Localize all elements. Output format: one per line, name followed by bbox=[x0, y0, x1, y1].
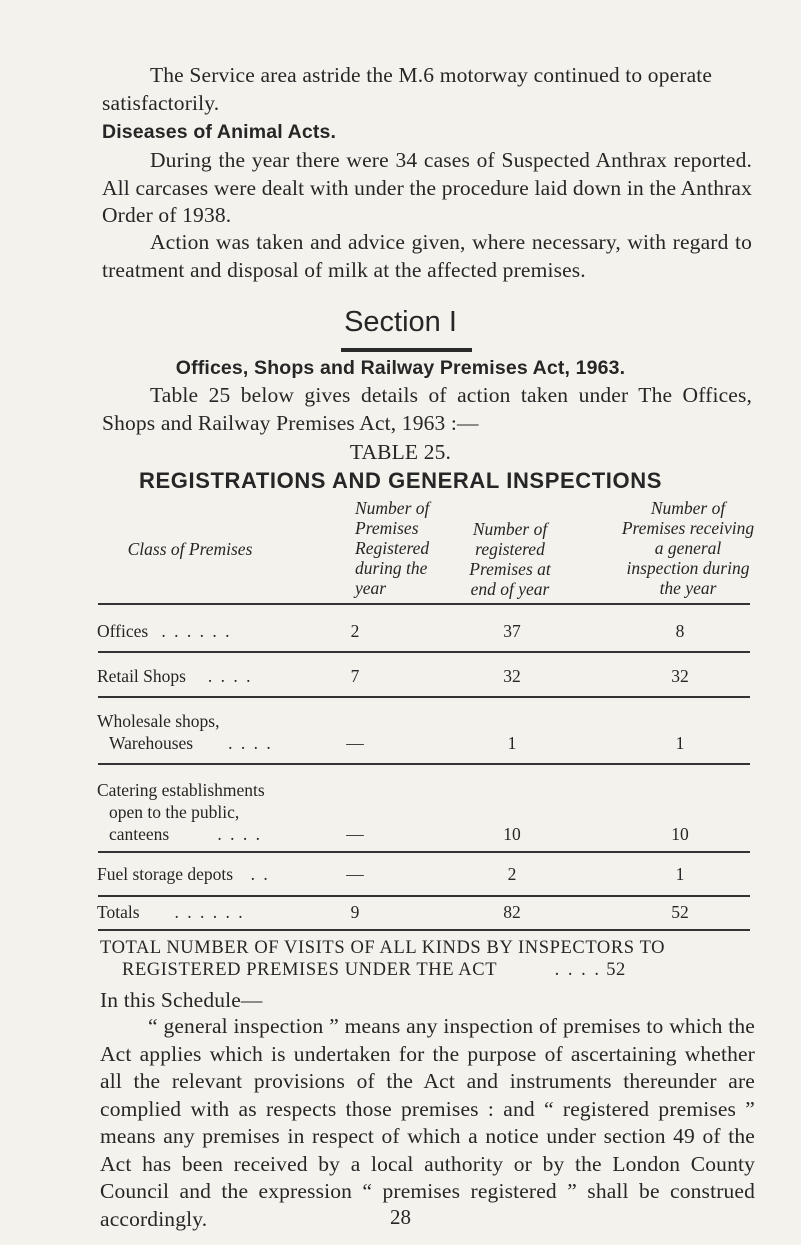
header-line: Number of bbox=[355, 498, 430, 518]
header-line: Number of bbox=[472, 519, 548, 539]
header-line: a general bbox=[654, 538, 722, 558]
table-rule bbox=[98, 763, 750, 765]
table-rule bbox=[98, 895, 750, 897]
table-rule bbox=[98, 929, 750, 931]
diseases-heading: Diseases of Animal Acts. bbox=[102, 121, 337, 143]
act-heading: Offices, Shops and Railway Premises Act, 1963. bbox=[175, 357, 626, 379]
cell-inspected: 8 bbox=[675, 621, 685, 641]
total-visits-line-1: TOTAL NUMBER OF VISITS OF ALL KINDS BY INSPECTORS TO bbox=[100, 938, 666, 958]
header-line: registered bbox=[475, 539, 545, 559]
row-label bbox=[97, 863, 337, 885]
row-label bbox=[97, 665, 337, 687]
header-general-inspection bbox=[588, 498, 788, 598]
row-label-text: Offices bbox=[97, 621, 149, 641]
section-underline bbox=[341, 348, 472, 352]
leader-dots: . . . . bbox=[207, 666, 253, 686]
row-label-text: Wholesale shops, bbox=[97, 711, 220, 731]
cell-number: 32 bbox=[503, 666, 521, 686]
table-subtitle: REGISTRATIONS AND GENERAL INSPECTIONS bbox=[139, 468, 662, 493]
header-line: during the bbox=[355, 558, 428, 578]
header-class-of-premises: Class of Premises bbox=[127, 539, 253, 559]
cell-registered: — bbox=[346, 733, 364, 753]
header-line: inspection during bbox=[626, 558, 750, 578]
cell-inspected: 52 bbox=[671, 902, 689, 922]
leader-dots: . . . . . . bbox=[174, 902, 245, 922]
cell-inspected: 32 bbox=[671, 666, 689, 686]
leader-dots: . . . . bbox=[217, 824, 262, 844]
leader-dots: . . bbox=[250, 864, 270, 884]
leader-dots: . . . . bbox=[554, 960, 601, 980]
row-label-text: Retail Shops bbox=[97, 666, 186, 686]
cell-registered: 2 bbox=[350, 621, 360, 641]
header-line: Premises at bbox=[469, 559, 551, 579]
header-line: Registered bbox=[355, 538, 430, 558]
row-label-text: Warehouses bbox=[109, 733, 194, 753]
table-rule bbox=[98, 851, 750, 853]
row-label bbox=[97, 901, 337, 923]
cell-number: 2 bbox=[507, 864, 517, 884]
cell-inspected: 10 bbox=[671, 824, 689, 844]
table-rule bbox=[98, 603, 750, 605]
header-line: year bbox=[355, 578, 387, 598]
cell-registered: 9 bbox=[350, 902, 360, 922]
cell-registered: 7 bbox=[350, 666, 360, 686]
table-intro-paragraph: Table 25 below gives details of action taken under The Offices, Shops and Railway Premises Act, 1963 :— bbox=[102, 383, 752, 435]
header-line: Premises bbox=[355, 518, 419, 538]
row-label bbox=[97, 620, 337, 642]
row-label-text: Catering establishments bbox=[97, 780, 265, 800]
header-line: Number of bbox=[650, 498, 726, 518]
cell-inspected: 1 bbox=[675, 864, 685, 884]
header-line: the year bbox=[659, 578, 717, 598]
row-label-text: Totals bbox=[97, 902, 140, 922]
row-label-text: Fuel storage depots bbox=[97, 864, 234, 884]
intro-paragraph: The Service area astride the M.6 motorway continued to operate satisfactorily. bbox=[102, 63, 713, 115]
row-label-text: canteens bbox=[109, 824, 170, 844]
header-line: end of year bbox=[470, 579, 550, 599]
page-number: 28 bbox=[390, 1205, 411, 1229]
cell-registered: — bbox=[346, 864, 364, 884]
total-visits-line-2: REGISTERED PREMISES UNDER THE ACT bbox=[122, 960, 498, 980]
cell-inspected: 1 bbox=[675, 733, 685, 753]
cell-registered: — bbox=[346, 824, 364, 844]
schedule-definitions: “ general inspection ” means any inspection of premises to which the Act applies which is undertaken for the purpose of ascertaining whether all the relevant provisions of the Act and instruments thereunder are complied with as respects those premises : and “ registered premises ” means any premises in respect of which a notice under section 49 of the Act has been received by a local authority or by the London County Council and the expression “ premises registered ” shall be construed accordingly. bbox=[100, 1014, 755, 1231]
table-title: TABLE 25. bbox=[349, 440, 452, 464]
total-visits-statement bbox=[100, 937, 790, 981]
cell-number: 82 bbox=[503, 902, 521, 922]
table-rule bbox=[98, 651, 750, 653]
header-line: Premises receiving bbox=[621, 518, 755, 538]
leader-dots: . . . . bbox=[228, 733, 273, 753]
cell-number: 37 bbox=[503, 621, 521, 641]
diseases-paragraph-1: During the year there were 34 cases of Suspected Anthrax reported. All carcases were dealt with under the procedure laid down in the Anthrax Order of 1938. bbox=[102, 148, 752, 227]
table-rule bbox=[98, 696, 750, 698]
cell-number: 10 bbox=[503, 824, 521, 844]
row-label bbox=[97, 710, 337, 754]
row-label-text: open to the public, bbox=[109, 802, 240, 822]
row-label bbox=[97, 779, 357, 845]
diseases-paragraph-2: Action was taken and advice given, where necessary, with regard to treatment and disposal of milk at the affected premises. bbox=[102, 230, 752, 282]
section-title: Section I bbox=[344, 306, 457, 338]
schedule-heading: In this Schedule— bbox=[100, 988, 263, 1012]
cell-number: 1 bbox=[507, 733, 517, 753]
header-registered-at-end bbox=[440, 519, 580, 599]
total-visits-value: 52 bbox=[606, 960, 626, 980]
leader-dots: . . . . . . bbox=[161, 621, 232, 641]
